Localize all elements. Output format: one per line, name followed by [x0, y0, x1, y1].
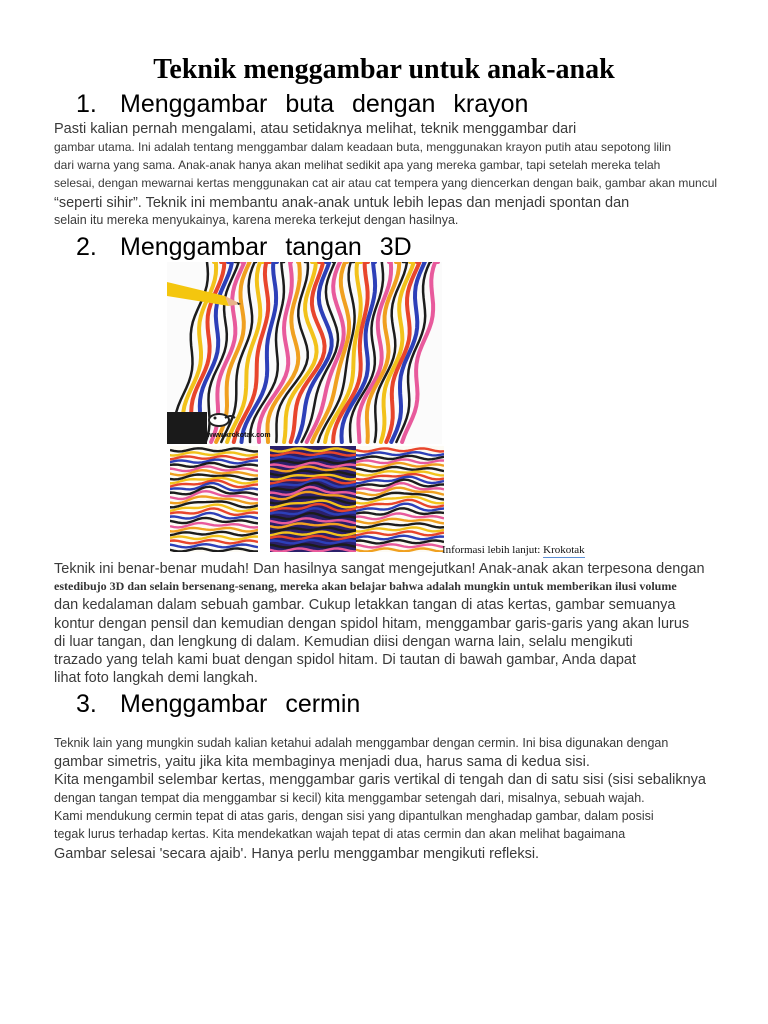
- paragraph-line: Kami mendukung cermin tepat di atas garis, dengan sisi yang dipantulkan menghadap gambar, dalam posisi: [54, 809, 654, 823]
- hand-3d-photo: [167, 262, 442, 444]
- heading-word: cermin: [285, 690, 361, 718]
- paragraph-line: Gambar selesai 'secara ajaib'. Hanya perlu menggambar mengikuti refleksi.: [54, 846, 540, 862]
- page-title: Teknik menggambar untuk anak-anak: [153, 54, 615, 85]
- paragraph-line: di luar tangan, dan lengkung di dalam. Kemudian diisi dengan warna lain, selalu mengikuti: [54, 634, 633, 650]
- paragraph-line: Teknik ini benar-benar mudah! Dan hasilnya sangat mengejutkan! Anak-anak akan terpesona dengan: [54, 561, 705, 577]
- section-number: 3.: [76, 690, 97, 718]
- watermark-text: www.krokotak.com: [207, 432, 271, 439]
- paragraph-line: tegak lurus terhadap kertas. Kita mendekatkan wajah tepat di atas cermin dan akan melihat bagaimana: [54, 827, 626, 841]
- paragraph-line: dari warna yang sama. Anak-anak hanya akan melihat sedikit apa yang mereka gambar, tapi setelah mereka telah: [54, 158, 661, 172]
- paragraph-line: trazado yang telah kami buat dengan spidol hitam. Di tautan di bawah gambar, Anda dapat: [54, 652, 637, 668]
- heading-word: buta: [285, 90, 334, 118]
- caption-link-krokotak[interactable]: Krokotak: [543, 544, 585, 556]
- paragraph-line: Teknik lain yang mungkin sudah kalian ketahui adalah menggambar dengan cermin. Ini bisa digunakan dengan: [54, 736, 669, 750]
- section-heading-1: [76, 90, 546, 119]
- hand-3d-photo-small-1: [170, 446, 258, 552]
- stripe-drawing: [167, 262, 442, 444]
- section-number: 1.: [76, 90, 97, 118]
- heading-word: dengan: [351, 90, 436, 118]
- hand-3d-photo-small-3: [356, 446, 444, 552]
- section-heading-2: [76, 233, 430, 262]
- paragraph-line: gambar utama. Ini adalah tentang menggambar dalam keadaan buta, menggunakan krayon putih atau sepotong lilin: [54, 140, 672, 154]
- paragraph-line: lihat foto langkah demi langkah.: [54, 670, 258, 686]
- heading-word: Menggambar: [120, 690, 268, 718]
- heading-word: tangan: [285, 233, 362, 261]
- paragraph-line: estedibujo 3D dan selain bersenang-senang, mereka akan belajar bahwa adalah mungkin untuk memberikan ilusi volume: [54, 579, 677, 593]
- heading-word: Menggambar: [120, 90, 268, 118]
- section-heading-3: [76, 690, 378, 719]
- heading-word: Menggambar: [120, 233, 268, 261]
- paragraph-line: dan kedalaman dalam sebuah gambar. Cukup letakkan tangan di atas kertas, gambar semuanya: [54, 597, 676, 613]
- paragraph-line: Kita mengambil selembar kertas, menggambar garis vertikal di tengah dan di satu sisi (sisi sebaliknya: [54, 772, 706, 788]
- hand-3d-photo-small-2: [270, 446, 358, 552]
- paragraph-line: gambar simetris, yaitu jika kita membaginya menjadi dua, harus sama di kedua sisi.: [54, 754, 590, 770]
- section-number: 2.: [76, 233, 97, 261]
- paragraph-line: Pasti kalian pernah mengalami, atau setidaknya melihat, teknik menggambar dari: [54, 121, 577, 137]
- heading-word: 3D: [379, 233, 412, 261]
- paragraph-line: “seperti sihir”. Teknik ini membantu anak-anak untuk lebih lepas dan menjadi spontan dan: [54, 195, 630, 211]
- heading-word: krayon: [453, 90, 529, 118]
- paragraph-line: selesai, dengan mewarnai kertas menggunakan cat air atau cat tempera yang diencerkan dengan baik, gambar akan muncul: [54, 176, 718, 190]
- paragraph-line: kontur dengan pensil dan kemudian dengan spidol hitam, menggambar garis-garis yang akan lurus: [54, 616, 690, 632]
- image-caption: [442, 544, 585, 556]
- paragraph-line: dengan tangan tempat dia menggambar si kecil) kita menggambar setengah dari, misalnya, sebuah wajah.: [54, 791, 645, 805]
- caption-label: Informasi lebih lanjut:: [442, 544, 541, 556]
- paragraph-line: selain itu mereka menyukainya, karena mereka terkejut dengan hasilnya.: [54, 213, 459, 227]
